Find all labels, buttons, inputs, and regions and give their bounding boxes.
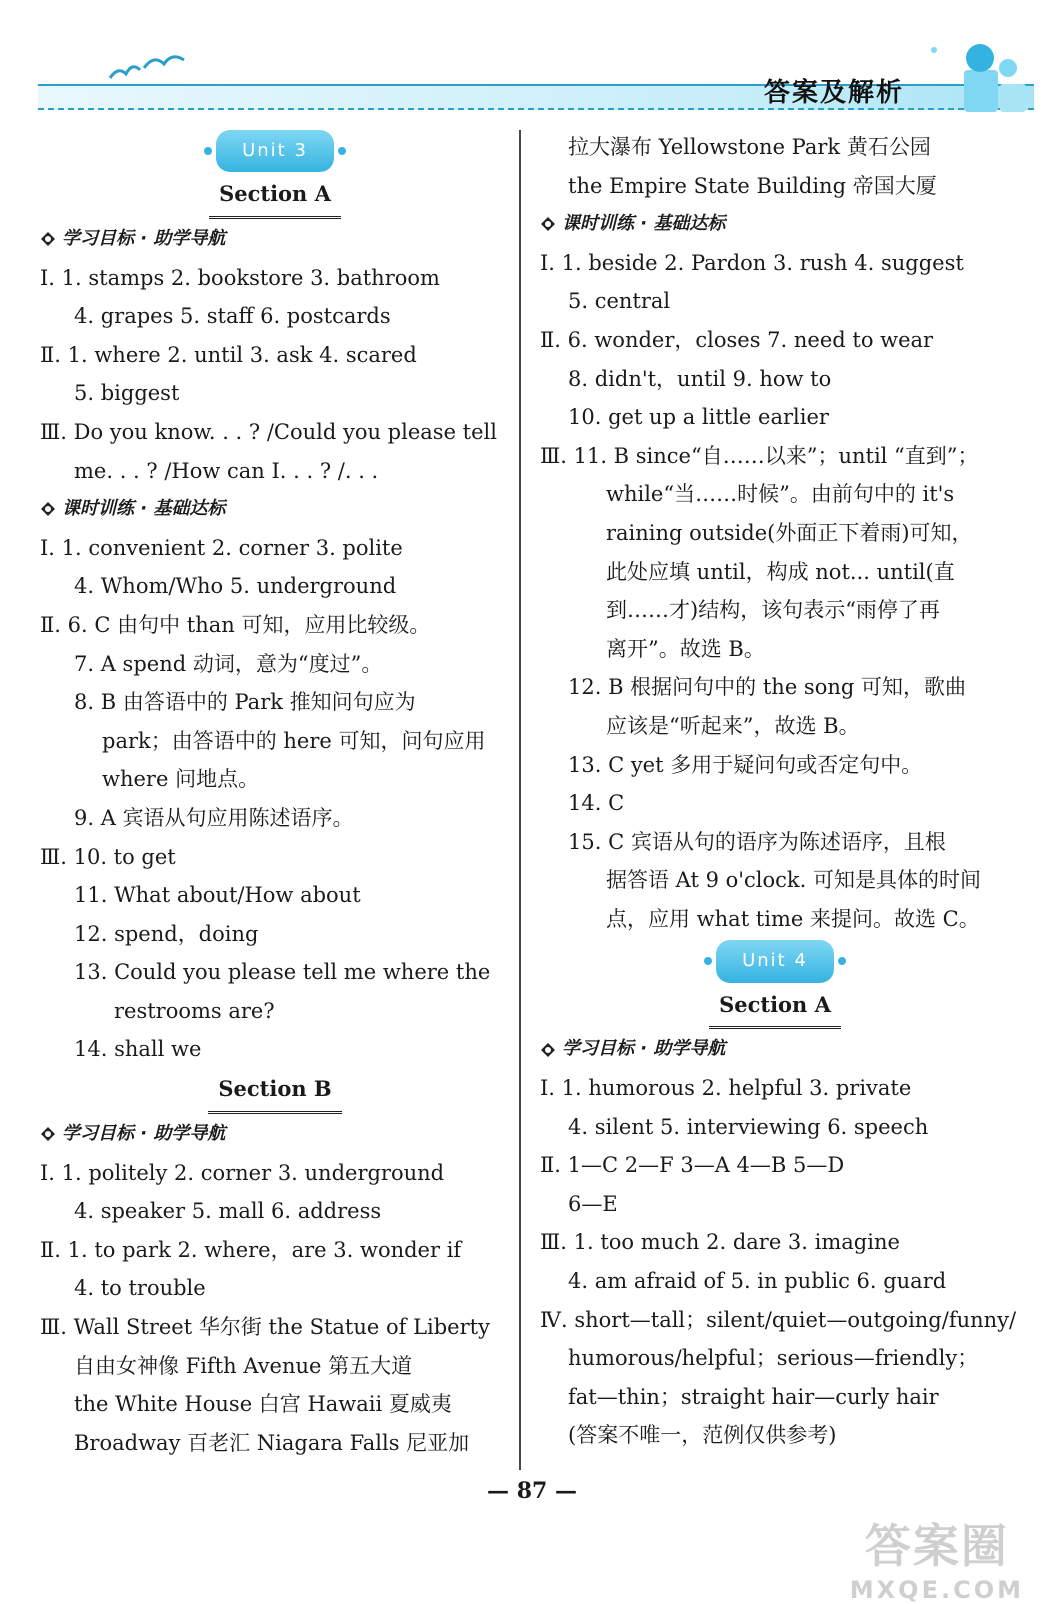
page-header (30, 40, 1034, 120)
answer-line: 12. spend，doing (74, 921, 259, 946)
diamond-icon (540, 216, 556, 232)
subheading: 学习目标 · 助学导航 (40, 1115, 510, 1154)
answer-line: Ⅰ. 1. convenient 2. corner 3. polite (40, 535, 403, 560)
answer-line: while“当……时候”。由前句中的 it's (606, 482, 955, 507)
answer-line: humorous/helpful；serious—friendly； (568, 1346, 979, 1371)
decoration-icon (904, 40, 1034, 120)
answer-line: Ⅱ. 1. where 2. until 3. ask 4. scared (40, 342, 417, 367)
answer-line: 13. C yet 多用于疑问句或否定句中。 (568, 752, 923, 777)
answer-line: 据答语 At 9 o'clock. 可知是具体的时间 (606, 868, 981, 893)
answer-line: 12. B 根据问句中的 the song 可知，歌曲 (568, 675, 966, 700)
subheading: 课时训练 · 基础达标 (40, 490, 510, 529)
answer-line: 7. A spend 动词，意为“度过”。 (74, 651, 383, 676)
answer-line: 5. biggest (74, 381, 180, 406)
diamond-icon (540, 1042, 556, 1058)
answer-line: 自由女神像 Fifth Avenue 第五大道 (74, 1353, 413, 1378)
subheading: 学习目标 · 助学导航 (40, 220, 510, 259)
answer-line: Ⅲ. 1. too much 2. dare 3. imagine (540, 1230, 900, 1255)
answer-line: Ⅰ. 1. beside 2. Pardon 3. rush 4. suggest (540, 250, 964, 275)
answer-line: 4. to trouble (74, 1276, 206, 1301)
answer-line: Ⅰ. 1. stamps 2. bookstore 3. bathroom (40, 265, 440, 290)
answer-line: 应该是“听起来”，故选 B。 (606, 713, 860, 738)
answer-line: 5. central (568, 289, 671, 314)
answer-line: Ⅲ. 11. B since“自……以来”；until “直到”； (540, 443, 979, 468)
answer-line: 到……才)结构，该句表示“雨停了再 (606, 598, 940, 623)
answer-line: (答案不唯一，范例仅供参考) (568, 1423, 837, 1448)
answer-line: Ⅰ. 1. humorous 2. helpful 3. private (540, 1076, 912, 1101)
unit-badge: Unit 4 (716, 940, 834, 983)
answer-line: Ⅲ. 10. to get (40, 844, 176, 869)
column-divider (519, 130, 521, 1470)
answer-line: 4. grapes 5. staff 6. postcards (74, 304, 391, 329)
subheading: 课时训练 · 基础达标 (540, 205, 1010, 244)
answer-line: 离开”。故选 B。 (606, 636, 765, 661)
section-title: Section A (709, 986, 841, 1030)
section-title: Section A (209, 175, 341, 219)
left-column (40, 128, 510, 1462)
answer-line: me. . . ? /How can I. . . ? /. . . (74, 458, 379, 483)
answer-line: Ⅱ. 1. to park 2. where，are 3. wonder if (40, 1237, 462, 1262)
answer-line: 11. What about/How about (74, 883, 361, 908)
answer-line: 4. Whom/Who 5. underground (74, 574, 397, 599)
right-column (540, 128, 1017, 1455)
answer-line: restrooms are? (114, 998, 275, 1023)
answer-line: Ⅲ. Wall Street 华尔街 the Statue of Liberty (40, 1315, 490, 1340)
answer-line: 4. silent 5. interviewing 6. speech (568, 1114, 929, 1139)
answer-line: 9. A 宾语从句应用陈述语序。 (74, 805, 354, 830)
answer-line: park；由答语中的 here 可知，问句应用 (102, 728, 486, 753)
answer-line: Ⅱ. 6. wonder，closes 7. need to wear (540, 327, 934, 352)
answer-line: where 问地点。 (102, 767, 260, 792)
watermark-logo: 答案圈 MXQE.COM (849, 1519, 1024, 1604)
answer-line: Ⅱ. 6. C 由句中 than 可知，应用比较级。 (40, 612, 431, 637)
answer-line: 8. didn't，until 9. how to (568, 366, 832, 391)
answer-line: Ⅳ. short—tall；silent/quiet—outgoing/funny/ (540, 1307, 1017, 1332)
answer-line: the White House 白宫 Hawaii 夏威夷 (74, 1392, 452, 1417)
diamond-icon (40, 231, 56, 247)
answer-line: 4. speaker 5. mall 6. address (74, 1199, 382, 1224)
answer-line: Ⅱ. 1—C 2—F 3—A 4—B 5—D (540, 1153, 845, 1178)
answer-line: Ⅰ. 1. politely 2. corner 3. underground (40, 1160, 445, 1185)
answer-line: 13. Could you please tell me where the (74, 960, 491, 985)
answer-line: Broadway 百老汇 Niagara Falls 尼亚加 (74, 1430, 470, 1455)
subheading: 学习目标 · 助学导航 (540, 1030, 1010, 1069)
answer-line: the Empire State Building 帝国大厦 (568, 173, 937, 198)
answer-line: 8. B 由答语中的 Park 推知问句应为 (74, 690, 416, 715)
header-title: 答案及解析 (763, 78, 904, 108)
section-title: Section B (208, 1070, 341, 1114)
answer-line: 拉大瀑布 Yellowstone Park 黄石公园 (568, 135, 931, 159)
answer-line: 6—E (568, 1191, 618, 1216)
answer-line: fat—thin；straight hair—curly hair (568, 1384, 939, 1409)
answer-line: Ⅲ. Do you know. . . ? /Could you please tell (40, 419, 497, 444)
unit-badge: Unit 3 (216, 130, 334, 173)
diamond-icon (40, 501, 56, 517)
answer-line: 14. C (568, 791, 625, 816)
answer-line: raining outside(外面正下着雨)可知， (606, 520, 973, 545)
diamond-icon (40, 1126, 56, 1142)
answer-line: 点，应用 what time 来提问。故选 C。 (606, 906, 980, 931)
answer-line: 此处应填 until，构成 not... until(直 (606, 559, 955, 584)
page-number: — 87 — (487, 1478, 577, 1504)
answer-line: 14. shall we (74, 1037, 202, 1062)
answer-line: 10. get up a little earlier (568, 405, 829, 430)
answer-line: 15. C 宾语从句的语序为陈述语序，且根 (568, 829, 946, 854)
answer-line: 4. am afraid of 5. in public 6. guard (568, 1269, 947, 1294)
